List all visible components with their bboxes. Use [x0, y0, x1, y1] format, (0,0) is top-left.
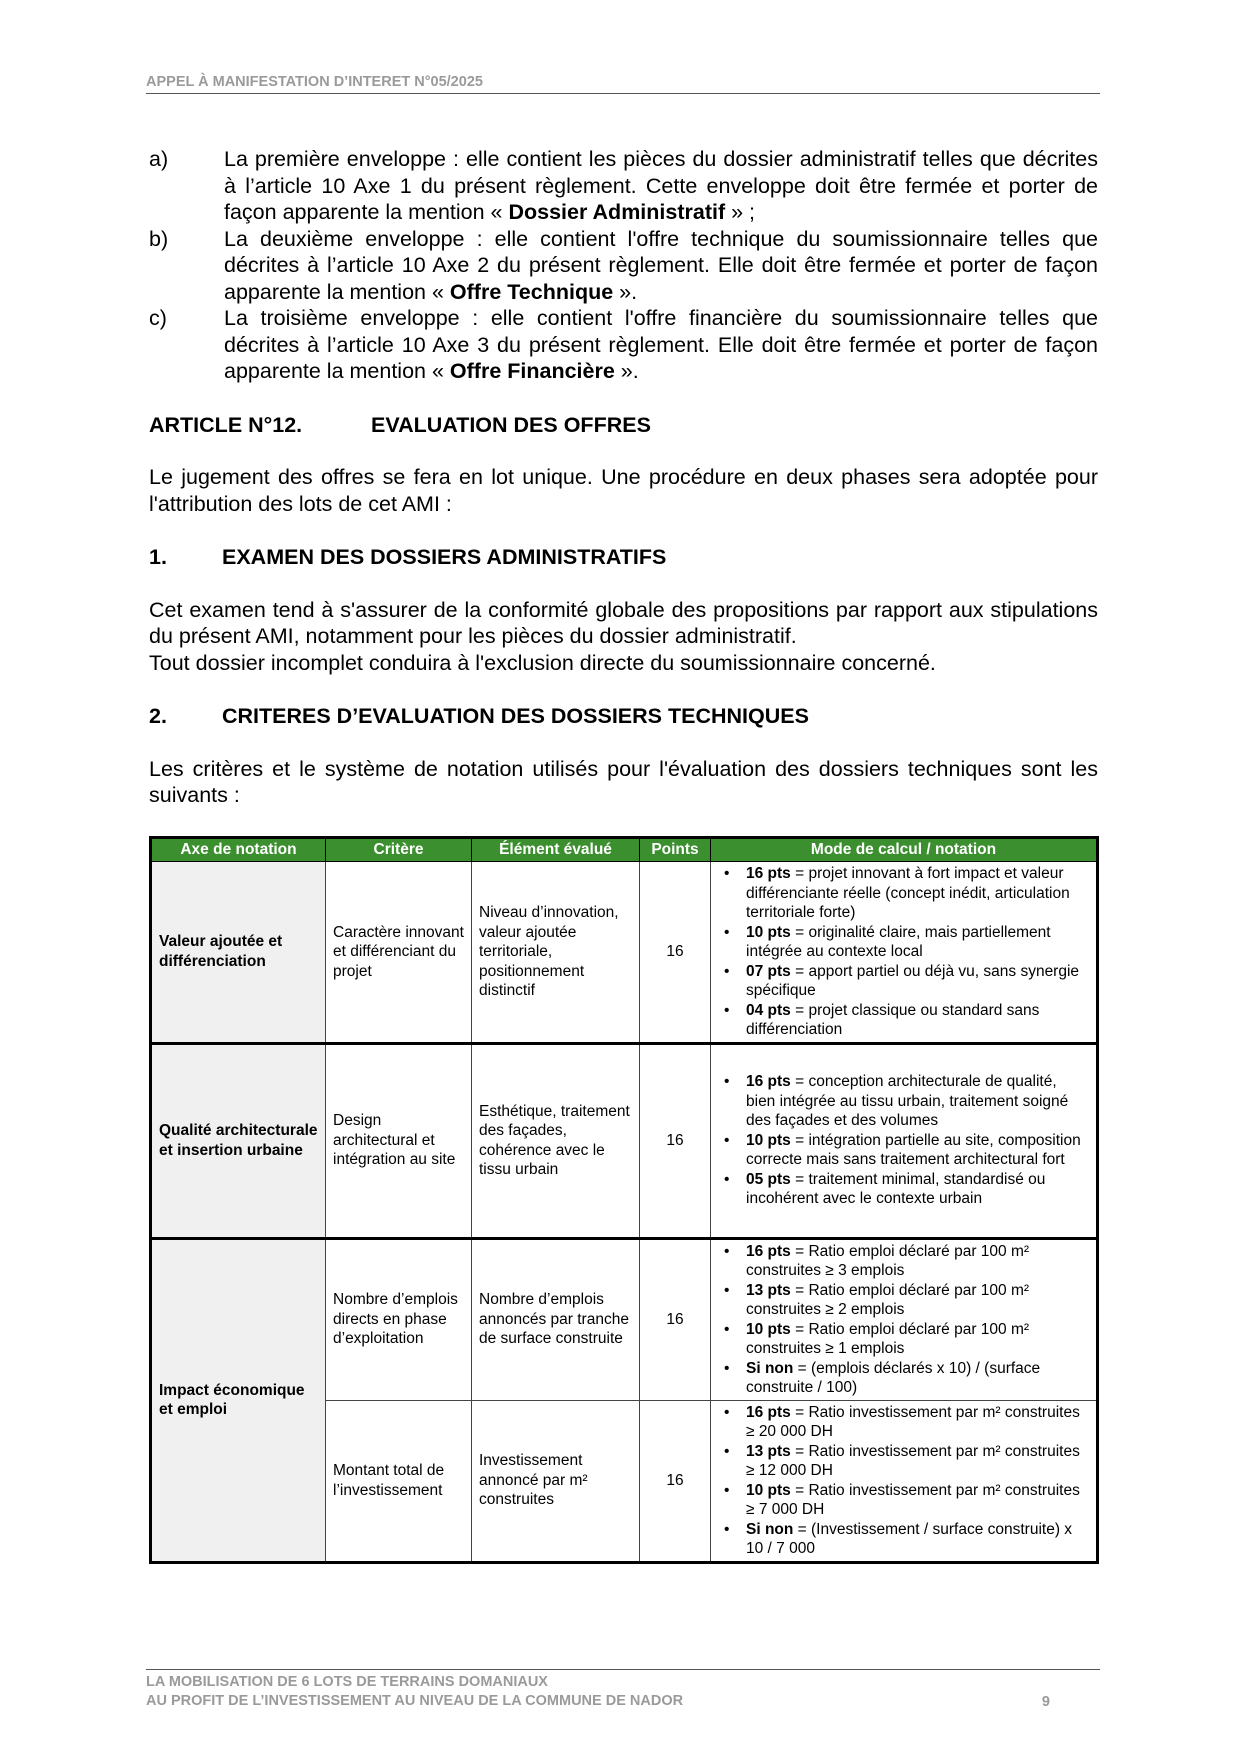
document-body — [149, 146, 1098, 809]
criteria-cell: Montant total de l’investissement — [326, 1400, 472, 1562]
intro-paragraph: Le jugement des offres se fera en lot unique. Une procédure en deux phases sera adoptée pour l'attribution des lots de cet AMI : — [149, 465, 1098, 516]
article-heading — [149, 412, 1098, 439]
mode-item: • 16 pts = projet innovant à fort impact et valeur différenciante réelle (concept inédit, articulation territoriale forte) — [718, 864, 1089, 923]
mode-item: • 10 pts = intégration partielle au site, composition correcte mais sans traitement architectural fort — [718, 1131, 1089, 1170]
section-title: EXAMEN DES DOSSIERS ADMINISTRATIFS — [222, 545, 667, 569]
mode-item: • 16 pts = Ratio emploi déclaré par 100 m² construites ≥ 3 emplois — [718, 1242, 1089, 1281]
criteria-cell: Caractère innovant et différenciant du projet — [326, 862, 472, 1044]
element-cell: Niveau d’innovation, valeur ajoutée territoriale, positionnement distinctif — [472, 862, 640, 1044]
element-cell: Nombre d’emplois annoncés par tranche de surface construite — [472, 1238, 640, 1400]
mode-item: • 07 pts = apport partiel ou déjà vu, sans synergie spécifique — [718, 962, 1089, 1001]
mode-item: • 13 pts = Ratio investissement par m² construites ≥ 12 000 DH — [718, 1442, 1089, 1481]
page-header: APPEL À MANIFESTATION D’INTERET N°05/2025 — [146, 74, 1100, 94]
mode-cell — [711, 1238, 1098, 1400]
list-item — [149, 146, 1098, 226]
mode-cell — [711, 1400, 1098, 1562]
section-heading-2 — [149, 703, 1098, 730]
list-text: La deuxième enveloppe : elle contient l'offre technique du soumissionnaire telles que décrites à l’article 10 Axe 2 du présent règlement. Elle doit être fermée et porter de façon apparente la mention « Offre Technique ». — [224, 226, 1098, 304]
points-cell: 16 — [640, 1400, 711, 1562]
section1-text-2: Tout dossier incomplet conduira à l'exclusion directe du soumissionnaire concerné. — [149, 650, 936, 675]
list-marker: a) — [149, 147, 169, 171]
mode-item: • 10 pts = originalité claire, mais partiellement intégrée au contexte local — [718, 923, 1089, 962]
footer-line: AU PROFIT DE L’INVESTISSEMENT AU NIVEAU DE LA COMMUNE DE NADOR — [146, 1693, 684, 1709]
column-header: Points — [640, 838, 711, 862]
section2-paragraph: Les critères et le système de notation utilisés pour l'évaluation des dossiers techniques sont les suivants : — [149, 756, 1098, 807]
points-cell: 16 — [640, 862, 711, 1044]
mode-cell — [711, 1043, 1098, 1238]
section1-text: Cet examen tend à s'assurer de la conformité globale des propositions par rapport aux stipulations du présent AMI, notamment pour les pièces du dossier administratif. — [149, 597, 1098, 648]
table-row — [151, 1043, 1098, 1238]
article-number: ARTICLE N°12. — [149, 412, 303, 437]
section-heading-1 — [149, 544, 1098, 571]
page-footer — [146, 1669, 1100, 1711]
list-marker: c) — [149, 306, 167, 330]
mode-cell — [711, 862, 1098, 1044]
axis-cell: Impact économique et emploi — [151, 1238, 326, 1562]
article-title: EVALUATION DES OFFRES — [371, 412, 651, 437]
section-number: 1. — [149, 545, 167, 569]
element-cell: Investissement annoncé par m² construites — [472, 1400, 640, 1562]
mode-item: • 10 pts = Ratio investissement par m² construites ≥ 7 000 DH — [718, 1481, 1089, 1520]
mode-item: • Si non = (emplois déclarés x 10) / (surface construite / 100) — [718, 1359, 1089, 1398]
mode-item: • 10 pts = Ratio emploi déclaré par 100 m² construites ≥ 1 emplois — [718, 1320, 1089, 1359]
section-number: 2. — [149, 704, 167, 728]
column-header: Critère — [326, 838, 472, 862]
axis-cell: Qualité architecturale et insertion urbaine — [151, 1043, 326, 1238]
page-number: 9 — [1041, 1694, 1050, 1710]
axis-cell: Valeur ajoutée et différenciation — [151, 862, 326, 1044]
table-header-row — [151, 838, 1098, 862]
mode-item: • 04 pts = projet classique ou standard sans différenciation — [718, 1001, 1089, 1040]
points-cell: 16 — [640, 1043, 711, 1238]
criteria-cell: Design architectural et intégration au site — [326, 1043, 472, 1238]
section-title: CRITERES D’EVALUATION DES DOSSIERS TECHNIQUES — [222, 704, 809, 728]
list-item — [149, 226, 1098, 306]
criteria-table — [149, 836, 1099, 1564]
footer-line: LA MOBILISATION DE 6 LOTS DE TERRAINS DOMANIAUX — [146, 1674, 548, 1690]
element-cell: Esthétique, traitement des façades, cohérence avec le tissu urbain — [472, 1043, 640, 1238]
points-cell: 16 — [640, 1238, 711, 1400]
column-header: Élément évalué — [472, 838, 640, 862]
column-header: Mode de calcul / notation — [711, 838, 1098, 862]
section1-paragraph — [149, 597, 1098, 677]
table-row — [151, 862, 1098, 1044]
criteria-cell: Nombre d’emplois directs en phase d’exploitation — [326, 1238, 472, 1400]
list-marker: b) — [149, 226, 169, 251]
mode-item: • 16 pts = Ratio investissement par m² construites ≥ 20 000 DH — [718, 1403, 1089, 1442]
mode-item: • 13 pts = Ratio emploi déclaré par 100 m² construites ≥ 2 emplois — [718, 1281, 1089, 1320]
list-text: La troisième enveloppe : elle contient l'offre financière du soumissionnaire telles que décrites à l’article 10 Axe 3 du présent règlement. Elle doit être fermée et porter de façon apparente la mention « Offre Financière ». — [224, 306, 1098, 383]
column-header: Axe de notation — [151, 838, 326, 862]
mode-item: • 05 pts = traitement minimal, standardisé ou incohérent avec le contexte urbain — [718, 1170, 1089, 1209]
mode-item: • Si non = (Investissement / surface construite) x 10 / 7 000 — [718, 1520, 1089, 1559]
list-text: La première enveloppe : elle contient les pièces du dossier administratif telles que décrites à l’article 10 Axe 1 du présent règlement. Cette enveloppe doit être fermée et porter de façon apparente la mention « Dossier Administratif » ; — [224, 147, 1098, 224]
list-item — [149, 305, 1098, 385]
mode-item: • 16 pts = conception architecturale de qualité, bien intégrée au tissu urbain, traitement soigné des façades et des volumes — [718, 1072, 1089, 1131]
table-row — [151, 1238, 1098, 1400]
